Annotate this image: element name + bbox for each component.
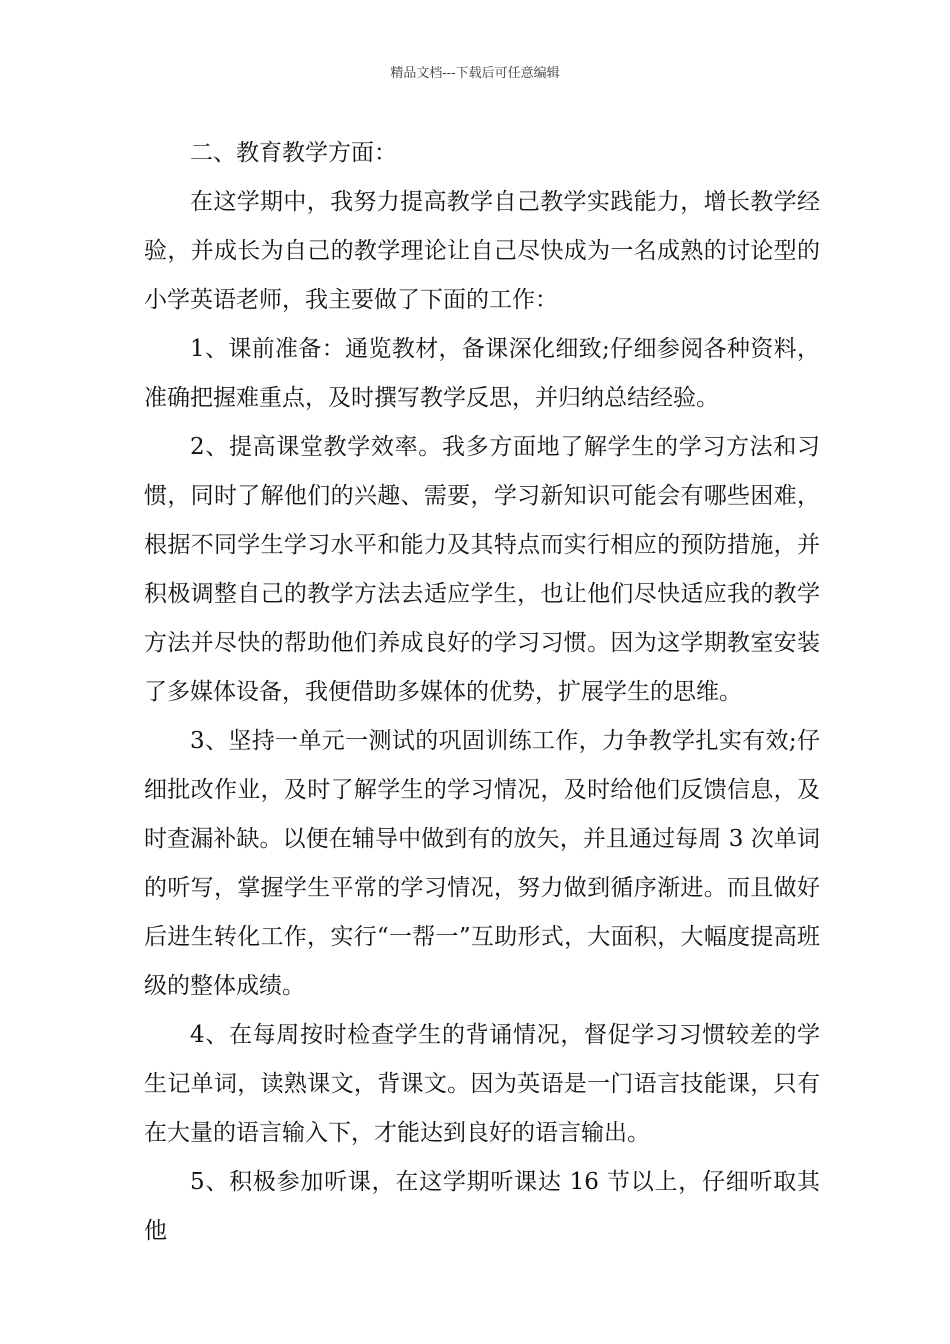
section-heading: 二、教育教学方面： <box>190 140 397 166</box>
paragraph: 1、课前准备：通览教材，备课深化细致;仔细参阅各种资料，准确把握难重点，及时撰写教学反思，并归纳总结经验。 <box>144 336 820 411</box>
document-body <box>144 129 820 1256</box>
page-header: 精品文档---下载后可任意编辑 <box>390 66 560 81</box>
paragraph: 2、提高课堂教学效率。我多方面地了解学生的学习方法和习惯，同时了解他们的兴趣、需要，学习新知识可能会有哪些困难，根据不同学生学习水平和能力及其特点而实行相应的预防措施，并积极调整自己的教学方法去适应学生，也让他们尽快适应我的教学方法并尽快的帮助他们养成良好的学习习惯。因为这学期教室安装了多媒体设备，我便借助多媒体的优势，扩展学生的思维。 <box>144 434 820 705</box>
paragraph: 5、积极参加听课，在这学期听课达 16 节以上，仔细听取其他 <box>144 1169 820 1244</box>
paragraph: 在这学期中，我努力提高教学自己教学实践能力，增长教学经验，并成长为自己的教学理论让自己尽快成为一名成熟的讨论型的小学英语老师，我主要做了下面的工作： <box>144 189 820 313</box>
paragraph: 3、坚持一单元一测试的巩固训练工作，力争教学扎实有效;仔细批改作业，及时了解学生的学习情况，及时给他们反馈信息，及时查漏补缺。以便在辅导中做到有的放矢，并且通过每周 3 次单词的听写，掌握学生平常的学习情况，努力做到循序渐进。而且做好后进生转化工作，实行“一帮一”互助形式，大面积，大幅度提高班级的整体成绩。 <box>144 728 820 999</box>
paragraph: 4、在每周按时检查学生的背诵情况，督促学习习惯较差的学生记单词，读熟课文，背课文。因为英语是一门语言技能课，只有在大量的语言输入下，才能达到良好的语言输出。 <box>144 1022 820 1146</box>
